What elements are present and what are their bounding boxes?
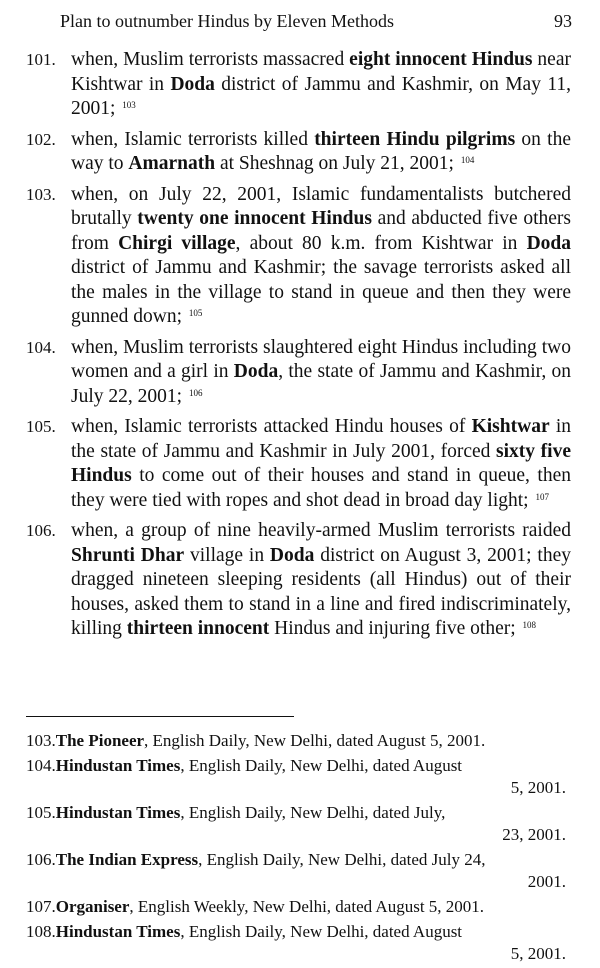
footnote-ref: 107 bbox=[535, 491, 549, 502]
footnote-tail: 5, 2001. bbox=[510, 944, 566, 963]
footnote-ref: 105 bbox=[188, 308, 203, 318]
text-segment: and abducted five others from bbox=[71, 208, 571, 254]
bold-phrase: Kishtwar bbox=[471, 416, 550, 437]
footnote bbox=[26, 755, 566, 799]
item-number: 104. bbox=[26, 337, 56, 357]
footnote-source: The Indian Express bbox=[55, 850, 199, 869]
footnote-number: 108. bbox=[26, 922, 56, 941]
text-segment: when, on July 22, 2001, Islamic fundamentalists butchered brutally bbox=[71, 183, 571, 229]
item-text bbox=[71, 183, 571, 330]
numbered-list bbox=[26, 48, 571, 648]
text-segment: in the state of Jammu and Kashmir in July 2001, forced bbox=[71, 416, 572, 462]
footnote bbox=[26, 730, 566, 752]
text-segment: on the way to bbox=[71, 128, 571, 174]
footnote-source: Hindustan Times bbox=[55, 922, 181, 941]
item-text bbox=[71, 415, 571, 513]
item-text bbox=[71, 519, 571, 642]
bold-phrase: Shrunti Dhar bbox=[71, 544, 185, 566]
bold-phrase: Doda bbox=[170, 73, 215, 95]
footnote-source: The Pioneer bbox=[55, 731, 145, 750]
footnote-source: Hindustan Times bbox=[55, 803, 181, 822]
text-segment: district of Jammu and Kashmir; the savage terrorists asked all the males in the village to stand in queue and then they were gunned down; bbox=[71, 257, 571, 327]
footnote-text: , English Daily, New Delhi, dated July 24, bbox=[198, 850, 486, 869]
item-text bbox=[71, 48, 571, 122]
text-segment: near Kishtwar in bbox=[71, 49, 571, 95]
footnote-text: , English Daily, New Delhi, dated July, bbox=[180, 803, 446, 822]
footnote-ref: 106 bbox=[188, 387, 203, 398]
footnote-separator bbox=[26, 716, 294, 717]
page-number: 93 bbox=[554, 11, 572, 31]
footnote-text: , English Daily, New Delhi, dated August bbox=[180, 756, 463, 775]
footnote-number: 106. bbox=[26, 850, 56, 869]
bold-phrase: Chirgi village bbox=[118, 232, 236, 254]
footnote bbox=[26, 896, 566, 918]
footnotes bbox=[26, 730, 566, 968]
footnote-tail: 5, 2001. bbox=[510, 778, 566, 797]
running-title: Plan to outnumber Hindus by Eleven Methods bbox=[60, 11, 394, 31]
text-segment: when, Islamic terrorists killed bbox=[71, 128, 315, 150]
item-text bbox=[71, 128, 571, 177]
text-segment: when, Islamic terrorists attacked Hindu houses of bbox=[71, 416, 472, 437]
text-segment: when, a group of nine heavily-armed Muslim terrorists raided bbox=[71, 520, 571, 541]
text-segment: district of Jammu and Kashmir, on May 11, 2001; bbox=[71, 73, 572, 119]
item-number: 101. bbox=[26, 50, 56, 69]
bold-phrase: twenty one innocent Hindus bbox=[137, 208, 372, 229]
footnote-number: 105. bbox=[26, 803, 56, 822]
text-segment: when, Muslim terrorists slaughtered eight Hindus including two women and a girl in bbox=[71, 336, 571, 382]
text-segment: , about 80 k.m. from Kishtwar in bbox=[235, 232, 527, 254]
list-item bbox=[26, 128, 571, 177]
footnote-ref: 104 bbox=[460, 155, 475, 165]
footnote bbox=[26, 921, 566, 965]
bold-phrase: Doda bbox=[269, 544, 315, 566]
footnote-number: 104. bbox=[26, 756, 56, 775]
bold-phrase: sixty five Hindus bbox=[71, 440, 571, 486]
running-header bbox=[60, 10, 572, 32]
item-number: 105. bbox=[26, 417, 56, 436]
footnote-tail: 2001. bbox=[527, 872, 566, 891]
bold-phrase: Doda bbox=[233, 361, 279, 382]
item-number: 106. bbox=[26, 521, 56, 540]
bold-phrase: thirteen Hindu pilgrims bbox=[314, 128, 516, 150]
footnote-number: 107. bbox=[26, 897, 56, 916]
footnote-source: Organiser bbox=[55, 897, 130, 916]
list-item bbox=[26, 48, 571, 122]
text-segment: to come out of their houses and stand in queue, then they were tied with ropes and shot dead in broad day light; bbox=[71, 465, 571, 511]
text-segment: when, Muslim terrorists massacred bbox=[71, 49, 350, 70]
bold-phrase: Amarnath bbox=[128, 153, 216, 174]
footnote-number: 103. bbox=[26, 731, 56, 750]
footnote bbox=[26, 802, 566, 846]
list-item bbox=[26, 415, 571, 513]
list-item bbox=[26, 519, 571, 642]
item-number: 102. bbox=[26, 129, 56, 149]
list-item bbox=[26, 183, 571, 330]
footnote-text: , English Daily, New Delhi, dated August 5, 2001. bbox=[144, 731, 486, 750]
text-segment: Hindus and injuring five other; bbox=[269, 618, 516, 639]
footnote-ref: 103 bbox=[122, 100, 136, 110]
footnote bbox=[26, 849, 566, 893]
bold-phrase: thirteen innocent bbox=[126, 618, 270, 639]
footnote-tail: 23, 2001. bbox=[502, 825, 566, 844]
footnote-source: Hindustan Times bbox=[55, 756, 181, 775]
bold-phrase: Doda bbox=[526, 232, 571, 254]
text-segment: village in bbox=[184, 544, 270, 566]
footnote-text: , English Weekly, New Delhi, dated August 5, 2001. bbox=[129, 897, 485, 916]
text-segment: at Sheshnag on July 21, 2001; bbox=[215, 153, 454, 174]
footnote-text: , English Daily, New Delhi, dated August bbox=[180, 922, 463, 941]
text-segment: district on August 3, 2001; they dragged nineteen sleeping residents (all Hindus) out of their houses, asked them to stand in a line and fired indiscriminately, killing bbox=[71, 544, 571, 639]
item-number: 103. bbox=[26, 184, 56, 204]
footnote-ref: 108 bbox=[522, 620, 537, 630]
text-segment: , the state of Jammu and Kashmir, on July 22, 2001; bbox=[71, 361, 571, 407]
list-item bbox=[26, 336, 571, 410]
bold-phrase: eight innocent Hindus bbox=[349, 49, 533, 70]
item-text bbox=[71, 336, 571, 410]
